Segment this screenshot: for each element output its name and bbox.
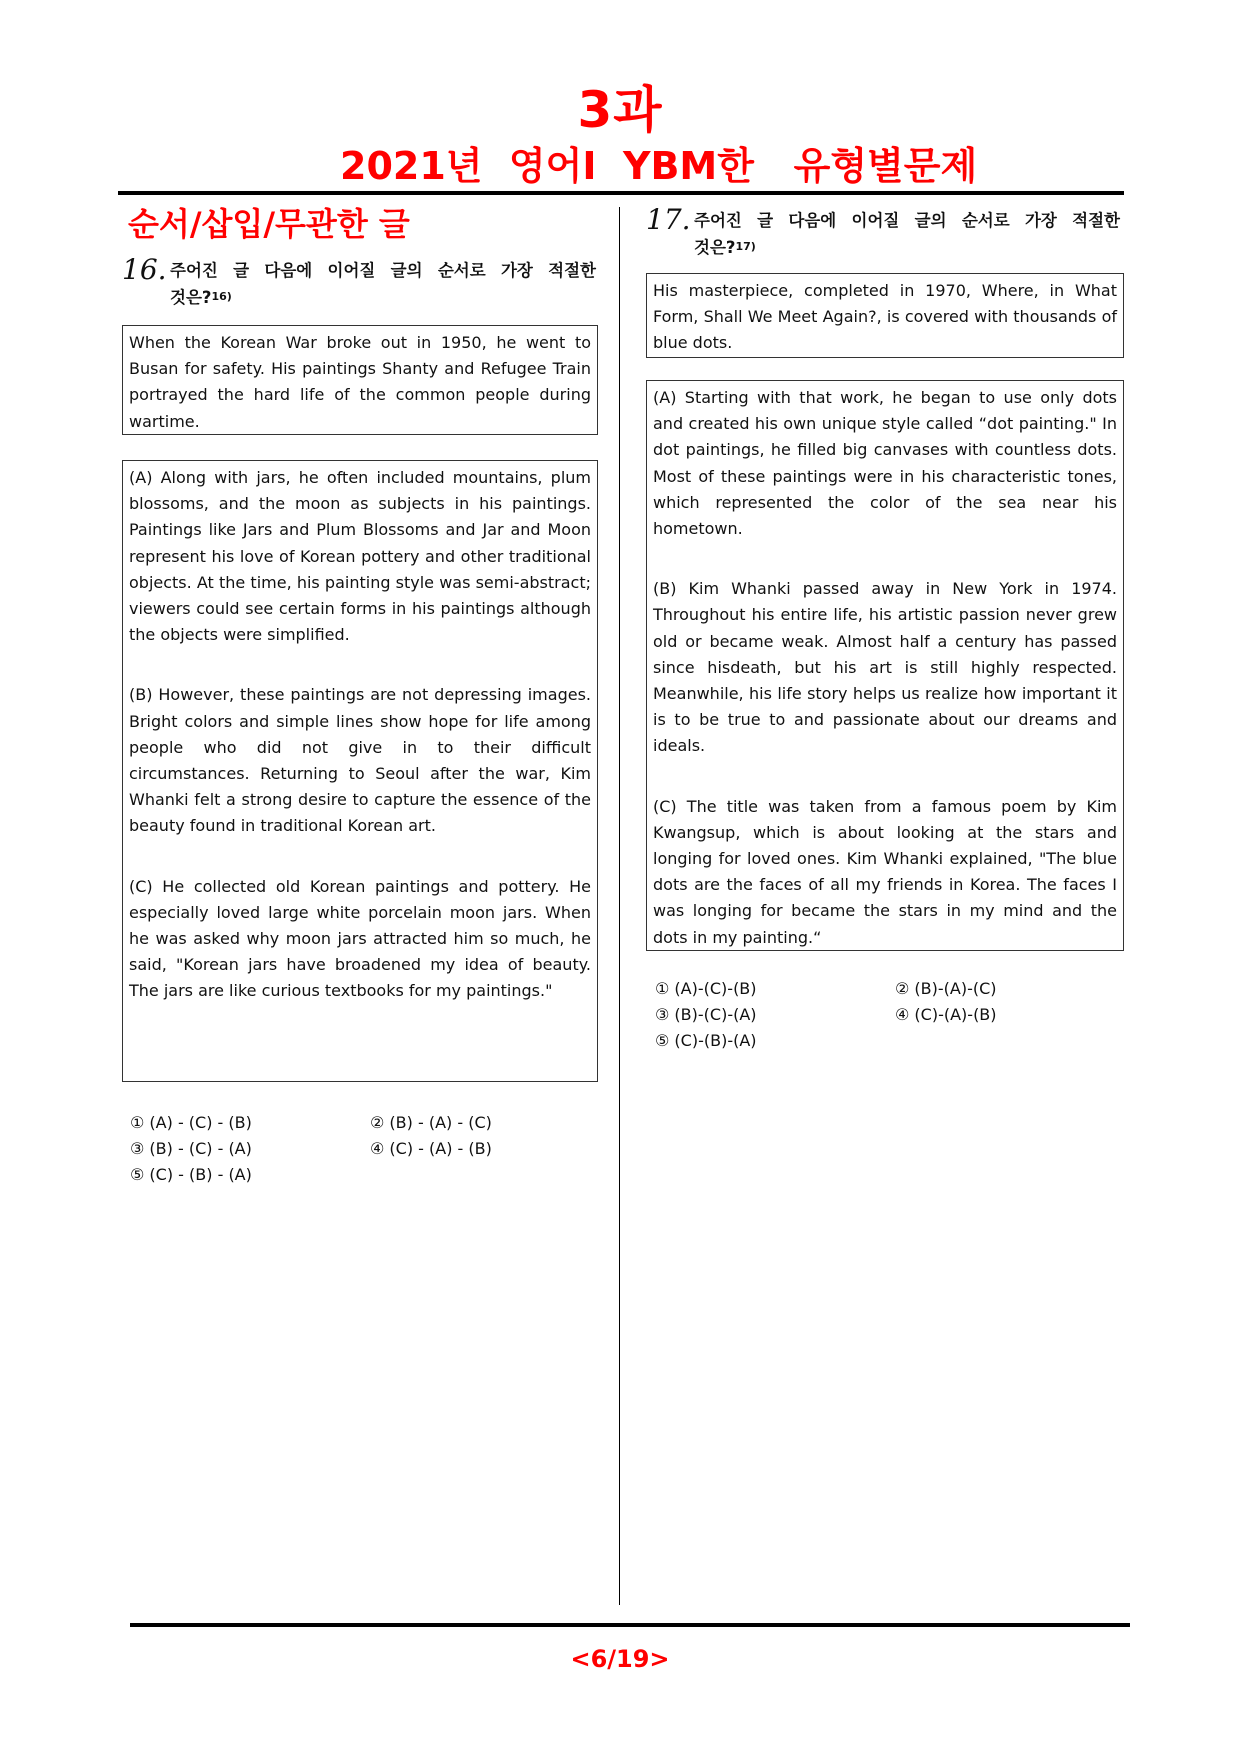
paragraph-c: (C) He collected old Korean paintings and pottery. He especially loved large white porcelain moon jars. When he was asked why moon jars attracted him so much, he said, "Korean jars have broadened my idea of beauty. The jars are like curious textbooks for my paintings." xyxy=(129,876,591,1001)
option-3[interactable]: ③ (B) - (C) - (A) xyxy=(130,1139,252,1158)
given-passage: When the Korean War broke out in 1950, he went to Busan for safety. His paintings Shanty and Refugee Train portrayed the hard life of the common people during wartime. xyxy=(129,333,591,431)
question-prompt xyxy=(170,258,596,311)
answer-options xyxy=(130,1110,610,1188)
option-3[interactable]: ③ (B)-(C)-(A) xyxy=(655,1005,757,1024)
document-title: 2021년 영어Ⅰ YBM한 유형별문제 xyxy=(340,144,978,188)
column-divider xyxy=(619,207,620,1605)
paragraph-b: (B) Kim Whanki passed away in New York in 1974. Throughout his entire life, his artistic passion never grew old or became weak. Almost half a century has passed since hisdeath, but his art is still highly respected. Meanwhile, his life story helps us realize how important it is to be true to and passionate about our dreams and ideals. xyxy=(653,579,1117,756)
paragraph-b: (B) However, these paintings are not depressing images. Bright colors and simple lines show hope for life among people who did not give in to their difficult circumstances. Returning to Seoul after the war, Kim Whanki felt a strong desire to capture the essence of the beauty found in traditional Korean art. xyxy=(129,685,591,836)
option-5[interactable]: ⑤ (C)-(B)-(A) xyxy=(655,1031,757,1050)
question-number: 17. xyxy=(646,203,691,236)
option-4[interactable]: ④ (C)-(A)-(B) xyxy=(895,1005,997,1024)
footnote-marker: 17) xyxy=(735,240,756,253)
given-passage-box xyxy=(122,325,598,435)
question-prompt-text: 주어진 글 다음에 이어질 글의 순서로 가장 적절한 것은? xyxy=(170,261,596,307)
section-title: 순서/삽입/무관한 글 xyxy=(128,205,410,243)
lesson-title: 3과 xyxy=(577,81,663,139)
question-17-header xyxy=(646,203,1120,261)
answer-options xyxy=(655,976,1135,1054)
option-5[interactable]: ⑤ (C) - (B) - (A) xyxy=(130,1165,252,1184)
paragraph-c: (C) The title was taken from a famous poem by Kim Kwangsup, which is about looking at the stars and longing for loved ones. Kim Whanki explained, "The blue dots are the faces of all my friends in Korea. The faces I was longing for became the stars in my mind and the dots in my painting.“ xyxy=(653,796,1117,947)
question-16-header xyxy=(122,253,596,311)
given-passage: His masterpiece, completed in 1970, Where, in What Form, Shall We Meet Again?, is covered with thousands of blue dots. xyxy=(653,281,1117,353)
question-prompt-text: 주어진 글 다음에 이어질 글의 순서로 가장 적절한 것은? xyxy=(694,211,1120,257)
footnote-marker: 16) xyxy=(211,290,232,303)
question-number: 16. xyxy=(122,253,167,286)
option-1[interactable]: ① (A) - (C) - (B) xyxy=(130,1113,252,1132)
option-2[interactable]: ② (B)-(A)-(C) xyxy=(895,979,997,998)
page-number: <6/19> xyxy=(570,1645,670,1673)
paragraph-a: (A) Starting with that work, he began to use only dots and created his own unique style called “dot painting." In dot paintings, he filled big canvases with countless dots. Most of these paintings were in his characteristic tones, which represented the color of the sea near his hometown. xyxy=(653,388,1117,539)
option-4[interactable]: ④ (C) - (A) - (B) xyxy=(370,1139,492,1158)
question-prompt xyxy=(694,208,1120,261)
footer-rule xyxy=(130,1623,1130,1627)
option-2[interactable]: ② (B) - (A) - (C) xyxy=(370,1113,492,1132)
header-rule xyxy=(118,191,1124,195)
paragraphs-box xyxy=(646,380,1124,951)
paragraphs-box xyxy=(122,460,598,1082)
paragraph-a: (A) Along with jars, he often included mountains, plum blossoms, and the moon as subjects in his paintings. Paintings like Jars and Plum Blossoms and Jar and Moon represent his love of Korean pottery and other traditional objects. At the time, his painting style was semi-abstract; viewers could see certain forms in his paintings although the objects were simplified. xyxy=(129,468,591,645)
option-1[interactable]: ① (A)-(C)-(B) xyxy=(655,979,757,998)
given-passage-box xyxy=(646,273,1124,358)
